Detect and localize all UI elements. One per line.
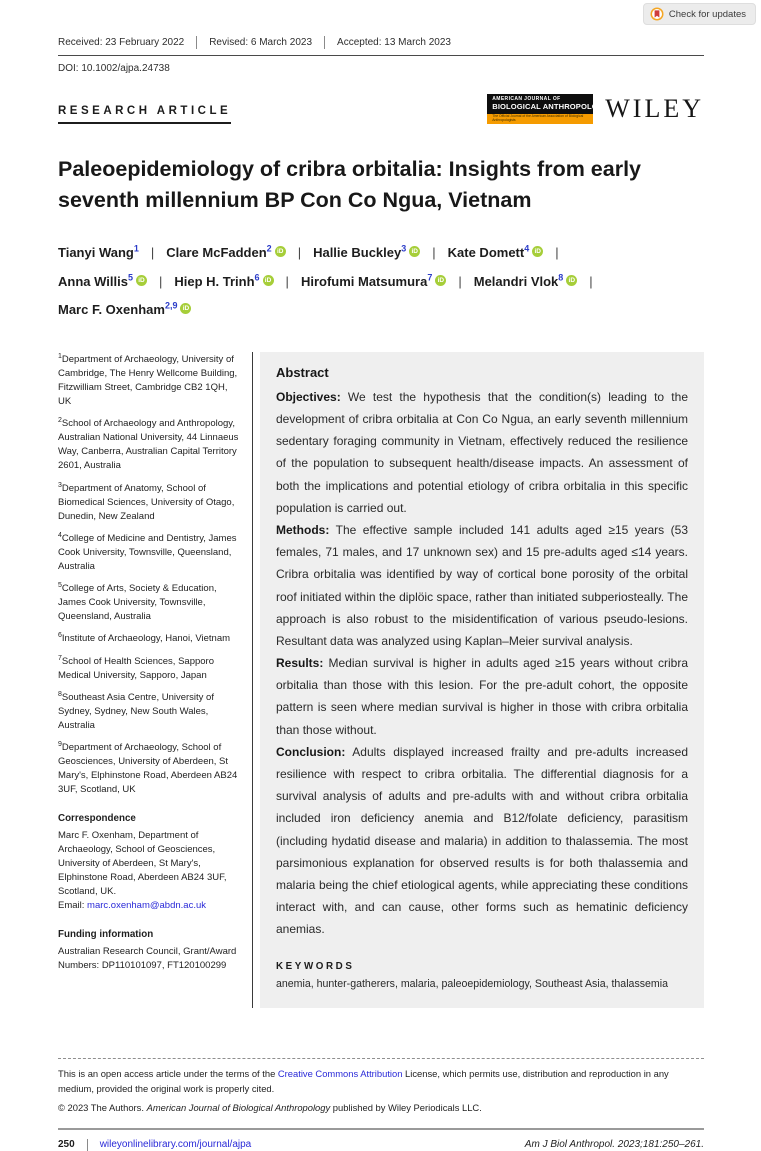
orcid-icon[interactable] xyxy=(435,275,446,286)
author-separator: | xyxy=(297,245,302,261)
author: Hiep H. Trinh$^6$ iD xyxy=(174,274,273,289)
author: Hirofumi Matsumura$^7$ iD xyxy=(301,274,446,289)
author: Marc F. Oxenham$^{2,9}$iD xyxy=(58,302,191,317)
orcid-icon[interactable] xyxy=(180,303,191,314)
orcid-icon[interactable] xyxy=(409,246,420,257)
author: Hallie Buckley$^3$ iD xyxy=(313,245,420,260)
author: Tianyi Wang$^1$ xyxy=(58,243,139,261)
affiliation: $^9$Department of Archaeology, School of Geosciences, University of Aberdeen, St Mary's, Elphinstone Road, Aberdeen AB24 3UF, Scotland, UK xyxy=(58,741,238,796)
funding-heading: Funding information xyxy=(58,929,154,941)
abstract-results: Results: Median survival is higher in adults aged ≥15 years without cribra orbitalia than those with this lesion. For the pre-adult cohort, the opposite pattern is seen where median survival is higher in those with cribra orbitalia than those without. xyxy=(276,656,688,737)
author-separator: | xyxy=(158,273,163,289)
affiliation: $^2$School of Archaeology and Anthropology, Australian National University, 44 Linnaeus Way, Canberra, Australian Capital Territory 2601, Australia xyxy=(58,417,239,472)
author-separator: | xyxy=(285,273,289,289)
affiliation-superscript: 7 xyxy=(427,272,433,283)
affiliation: $^6$Institute of Archaeology, Hanoi, Vietnam xyxy=(58,632,231,645)
funding-text: Australian Research Council, Grant/Award Numbers: DP110101097, FT120100299 xyxy=(58,945,237,971)
affiliation-superscript: 1 xyxy=(133,243,139,254)
affiliations-column xyxy=(58,352,252,1008)
accepted-date: Accepted: 13 March 2023 xyxy=(337,37,451,48)
footer-divider xyxy=(87,1139,88,1151)
copyright-line: © 2023 The Authors. American Journal of Biological Anthropology published by Wiley Periodicals LLC. xyxy=(58,1101,482,1113)
abstract-conclusion: Conclusion: Adults displayed increased frailty and pre-adults increased resilience with respect to cribra orbitalia. The differential diagnosis for a survival analysis of adults and pre-adults with and without cribra orbitalia included iron deficiency anemia and B12/folate deficiency, parasitism (including hydatid disease and malaria) in addition to thalassemia. The most parsimonious explanation for observed results is for both thalassemia and malaria being the chief etiological agents, while appreciating these conditions interact with, and can cause, other forms such as hematinic deficiency anemias. xyxy=(276,744,688,937)
journal-website-link[interactable]: wileyonlinelibrary.com/journal/ajpa xyxy=(99,1139,252,1151)
orcid-icon[interactable] xyxy=(275,246,286,257)
orcid-icon[interactable] xyxy=(136,275,147,286)
author-separator: | xyxy=(458,273,462,289)
column-divider xyxy=(252,352,253,1008)
affiliation: $^4$College of Medicine and Dentistry, James Cook University, Townsville, Queensland, Australia xyxy=(58,531,237,573)
abstract-methods: Methods: The effective sample included 141 adults aged ≥15 years (53 females, 71 males, and 17 unknown sex) and 15 pre-adults aged ≤14 years. Cribra orbitalia was identified by way of cortical bone porosity of the orbital roof initiated within the diplöic space, rather than initiated subperiosteally. The approach is also robust to the misidentification of various pseudo-lesions. Resultant data was analyzed using Kaplan–Meier survival analysis. xyxy=(276,522,688,648)
citation-text: Am J Biol Anthropol. 2023;181:250–261. xyxy=(524,1139,704,1151)
affiliation: $^7$School of Health Sciences, Sapporo Medical University, Sapporo, Japan xyxy=(58,654,214,681)
journal-logo xyxy=(487,94,609,124)
received-date: Received: 23 February 2022 xyxy=(58,37,185,48)
author: Clare McFadden$^2$ iD xyxy=(166,245,285,260)
author: Kate Domett$^4$ iD xyxy=(448,245,544,260)
journal-branding xyxy=(487,94,704,124)
keywords-list: anemia, hunter-gatherers, malaria, paleoepidemiology, Southeast Asia, thalassemia xyxy=(276,977,668,990)
email-link[interactable]: marc.oxenham@abdn.ac.uk xyxy=(87,900,207,912)
check-for-updates-button[interactable] xyxy=(643,3,756,25)
abstract-heading: Abstract xyxy=(276,364,329,380)
correspondence-heading: Correspondence xyxy=(58,813,136,825)
crossmark-icon xyxy=(650,7,664,21)
abstract-panel xyxy=(260,352,704,1008)
affiliation: $^5$College of Arts, Society & Education, James Cook University, Townsville, Queensland, Australia xyxy=(58,582,217,623)
affiliation-superscript: 8 xyxy=(558,272,564,283)
journal-logo-line1: AMERICAN JOURNAL OF xyxy=(492,96,561,103)
keywords-heading: KEYWORDS xyxy=(276,960,355,972)
author: Melandri Vlok$^8$iD xyxy=(474,274,578,289)
affiliation-superscript: 6 xyxy=(254,272,260,283)
email-label: Email: xyxy=(58,900,88,912)
doi-text: DOI: 10.1002/ajpa.24738 xyxy=(58,63,170,74)
orcid-icon[interactable] xyxy=(532,246,543,257)
abstract-objectives: Objectives: We test the hypothesis that the condition(s) leading to the development of cribra orbitalia at Con Co Ngua, an early seventh millennium sedentary foraging community in Vietnam, effectively reduced the resilience of the population to subsequent health/disease impacts. An assessment of both the implications and potential etiology of cribra orbitalia in this specific population is carried out. xyxy=(276,389,688,515)
author-separator: | xyxy=(150,245,155,261)
author-list xyxy=(58,239,704,325)
affiliation: $^3$Department of Anatomy, School of Biomedical Sciences, University of Otago, Dunedin, New Zealand xyxy=(58,481,235,522)
journal-logo-tagline: The Official Journal of the American Association of Biological Anthropologists xyxy=(487,114,593,124)
orcid-icon[interactable] xyxy=(263,275,274,286)
license-text-post: License, which permits use, distribution and reproduction in any medium, provided the original work is properly cited. xyxy=(58,1067,669,1094)
content-columns xyxy=(58,352,704,1008)
journal-logo-line2: BIOLOGICAL ANTHROPOLOGY xyxy=(492,101,609,111)
meta-separator xyxy=(324,36,325,49)
page-footer xyxy=(58,1128,704,1151)
affiliation-superscript: 2,9 xyxy=(164,300,178,311)
affiliation-superscript: 2 xyxy=(266,243,272,254)
author-separator: | xyxy=(555,245,559,261)
page-title: Paleoepidemiology of cribra orbitalia: Insights from early seventh millennium BP Con Co Ngua, Vietnam xyxy=(58,157,642,212)
affiliation-superscript: 3 xyxy=(401,243,407,254)
article-type-row xyxy=(58,94,704,124)
manuscript-dates-bar xyxy=(58,36,704,56)
author-separator: | xyxy=(589,273,593,289)
check-for-updates-label: Check for updates xyxy=(668,8,746,20)
page-number: 250 xyxy=(58,1139,75,1151)
correspondence-text: Marc F. Oxenham, Department of Archaeology, School of Geosciences, University of Aberdeen, St Mary's, Elphinstone Road, Aberdeen AB24 3UF, Scotland, UK. Email: marc.oxenham@abdn.ac.uk xyxy=(58,829,227,912)
author: Anna Willis$^5$ iD xyxy=(58,274,147,289)
affiliation-superscript: 4 xyxy=(524,243,530,254)
creative-commons-link[interactable]: Creative Commons Attribution xyxy=(277,1067,403,1079)
article-type-label: RESEARCH ARTICLE xyxy=(58,105,231,124)
wiley-logo: WILEY xyxy=(605,94,704,123)
copyright-journal-name: American Journal of Biological Anthropology xyxy=(146,1101,331,1113)
affiliation: $^1$Department of Archaeology, University of Cambridge, The Henry Wellcome Building, Fitzwilliam Street, Cambridge CB2 1QH, UK xyxy=(58,352,238,408)
affiliation-superscript: 5 xyxy=(127,272,133,283)
affiliation: $^8$Southeast Asia Centre, University of Sydney, Sydney, New South Wales, Australia xyxy=(58,690,214,732)
license-text-pre: This is an open access article under the terms of the xyxy=(58,1067,278,1079)
revised-date: Revised: 6 March 2023 xyxy=(209,37,313,48)
author-separator: | xyxy=(432,245,436,261)
orcid-icon[interactable] xyxy=(566,275,577,286)
license-footnote xyxy=(58,1058,704,1115)
meta-separator xyxy=(196,36,197,49)
